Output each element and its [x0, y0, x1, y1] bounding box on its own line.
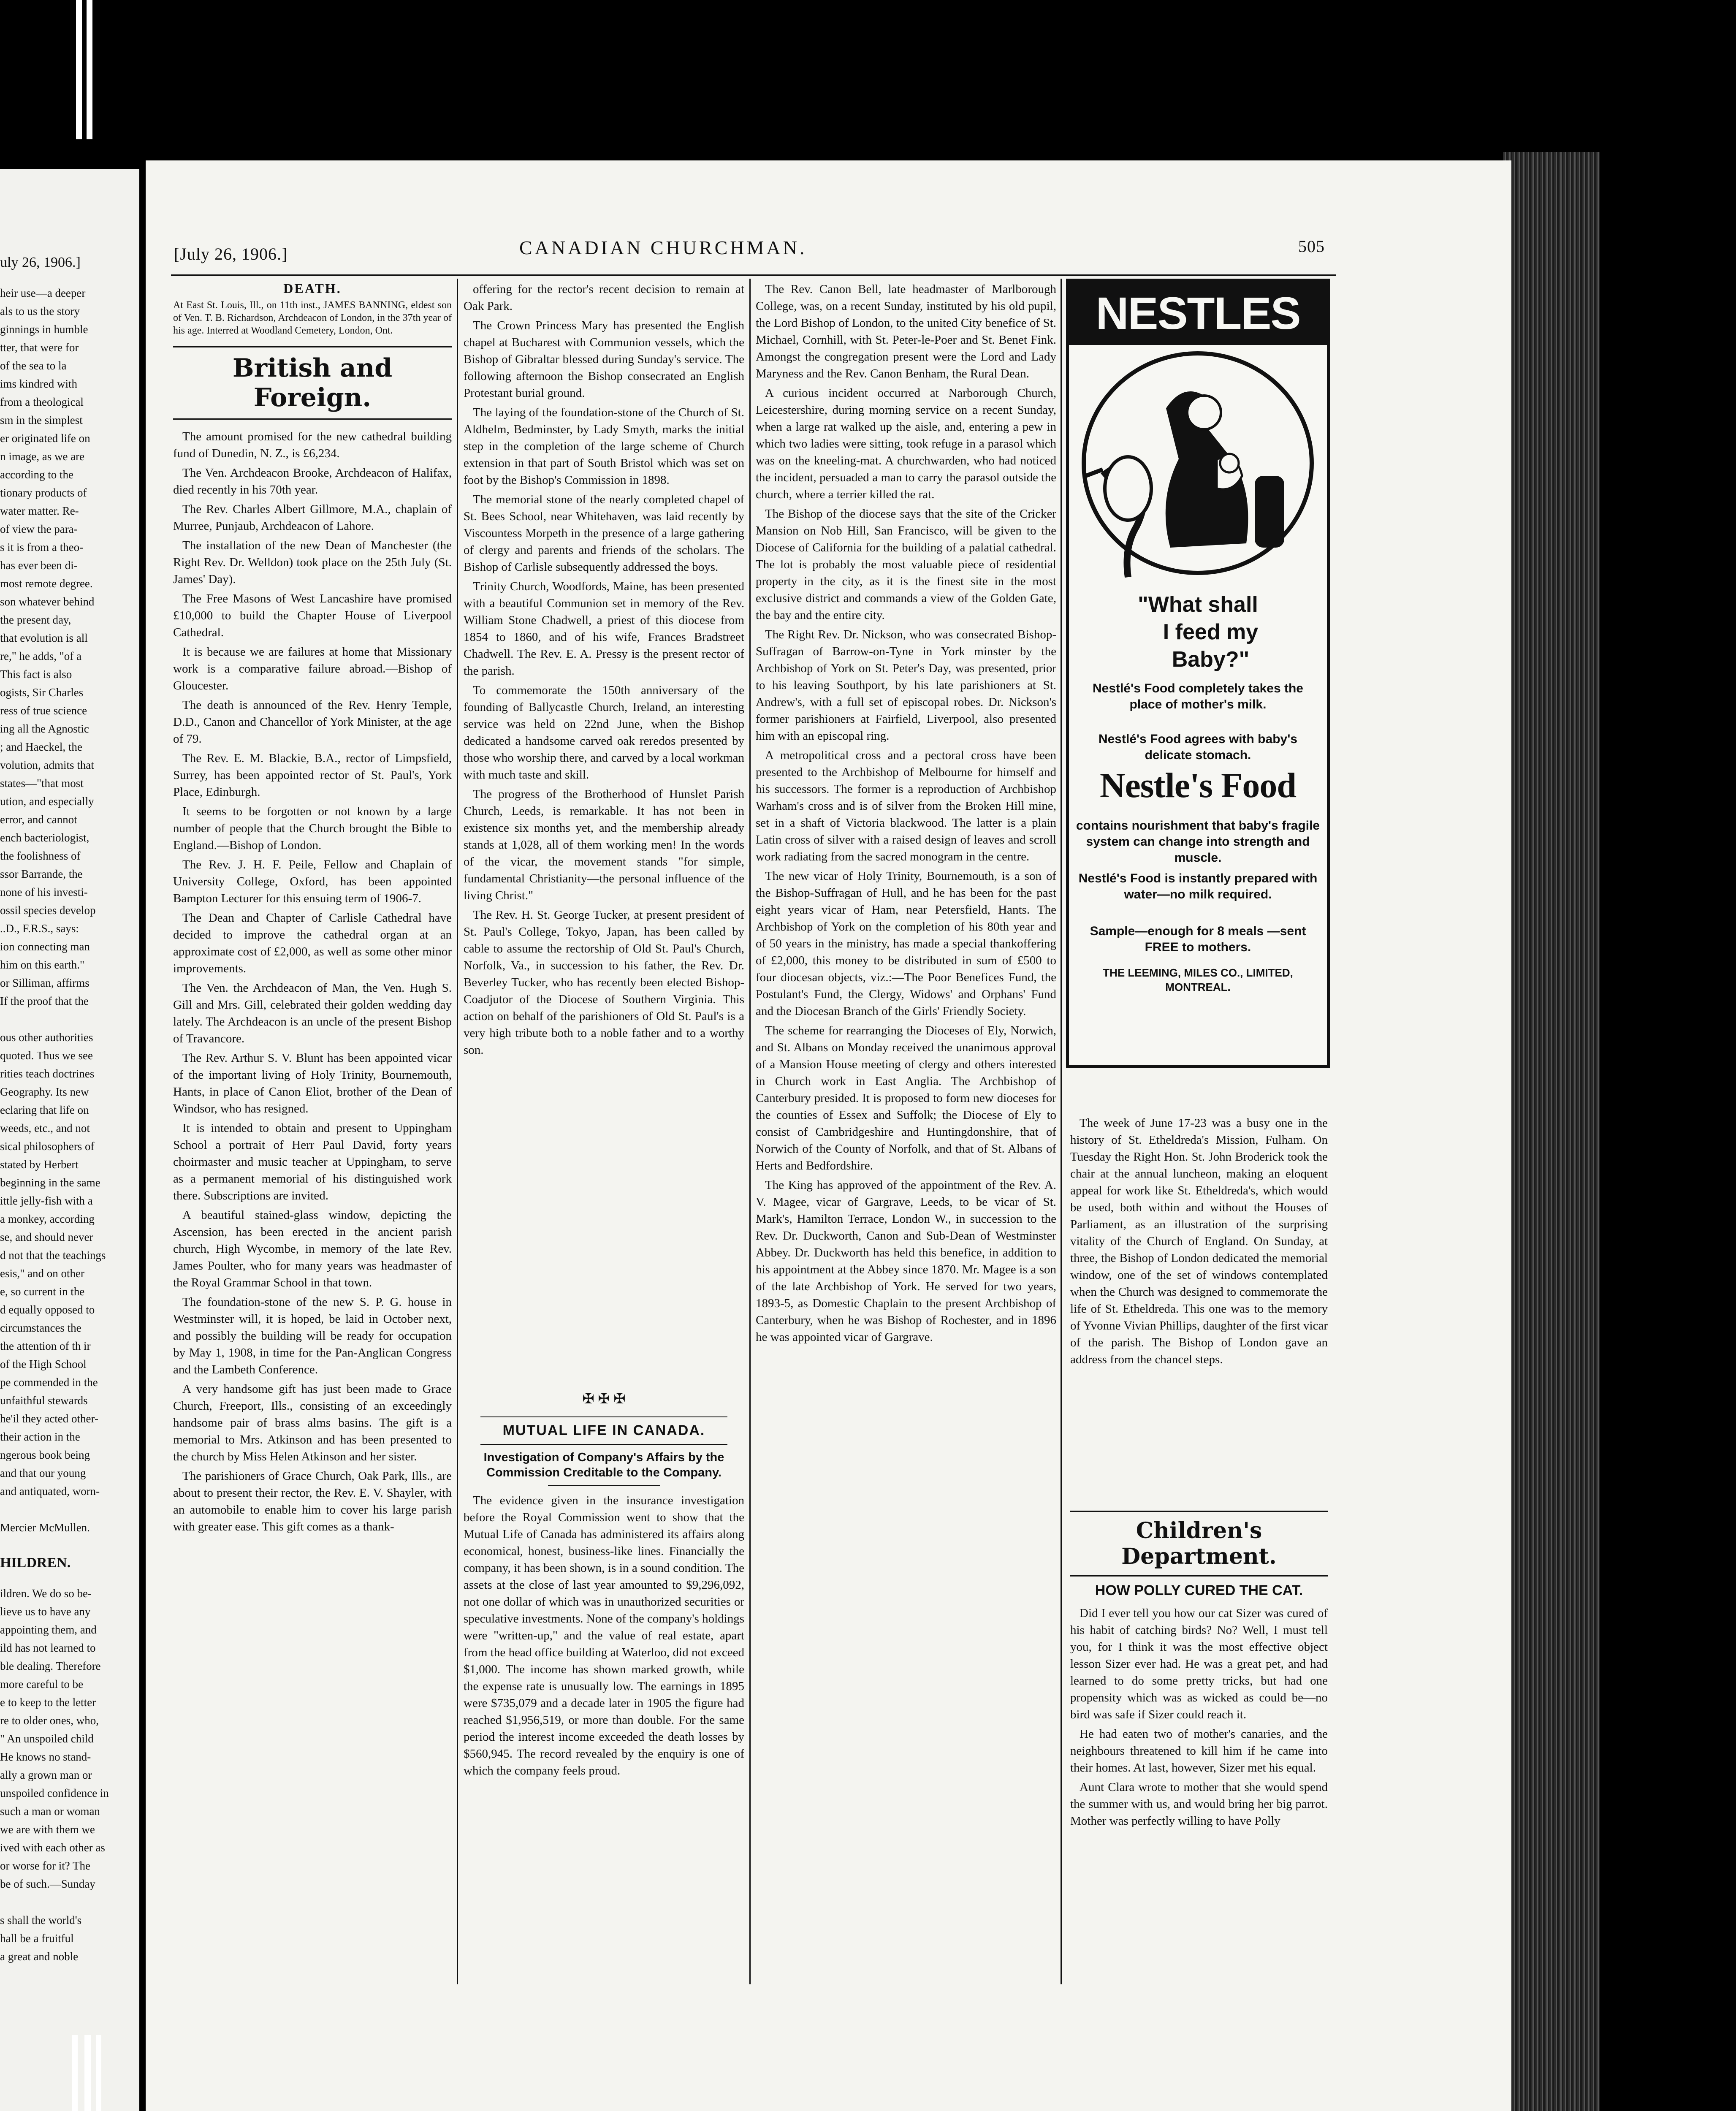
paragraph: He had eaten two of mother's canaries, and the neighbours threatened to kill him if he came into their homes. At last, however, Sizer met his equal.	[1070, 1727, 1328, 1775]
text-line: pe commended in the	[0, 1376, 98, 1389]
text-line: n image, as we are	[0, 450, 85, 463]
text-line: " An unspoiled child	[0, 1732, 94, 1745]
text-line: esis," and on other	[0, 1267, 84, 1280]
paragraph: The King has approved of the appointment of the Rev. A. V. Magee, vicar of Gargrave, Leeds, to be vicar of St. Mark's, Hamilton Terrace, London W., in succession to the Rev. Dr. Duckworth, Canon and Sub-Dean of Westminster Abbey. Dr. Duckworth has held this benefice, in addition to his appointment at the Abbey since 1870. Mr. Magee is a son of the late Archbishop of York. He served for two years, 1893-5, as Domestic Chaplain to the present Archbishop of Canterbury, when he was Bishop of Rochester, and in 1896 he was appointed vicar of Gargrave.	[756, 1178, 1056, 1344]
text-line: If the proof that the	[0, 995, 89, 1007]
ad-body-1: Nestlé's Food completely takes the place of mother's milk.	[1093, 681, 1303, 711]
book-edge-shadow	[1600, 152, 1617, 2111]
text-line: s it is from a theo-	[0, 541, 84, 554]
text-line: stated by Herbert	[0, 1158, 79, 1171]
text-line: from a theological	[0, 396, 84, 408]
text-line: ims kindred with	[0, 377, 77, 390]
text-line: ..D., F.R.S., says:	[0, 922, 79, 935]
text-line: e to keep to the letter	[0, 1696, 96, 1709]
text-line: and that our young	[0, 1467, 86, 1479]
previous-page-section-head: HILDREN.	[0, 1555, 71, 1571]
paragraph: It seems to be forgotten or not known by a large number of people that the Church brought the Bible to England.—Bishop of London.	[173, 805, 452, 852]
paragraph: A curious incident occurred at Narborough Church, Leicestershire, during morning service on a recent Sunday, when a large rat walked up the aisle, and, entering a pew in which two ladies were sitting, took refuge in a parasol which was on the kneeling-mat. A churchwarden, who had noticed the incident, persuaded a man to carry the parasol outside the church, where a terrier killed the rat.	[756, 386, 1056, 501]
text-line: ress of true science	[0, 704, 87, 717]
paragraph: The Rev. Charles Albert Gillmore, M.A., chaplain of Murree, Punjaub, Archdeacon of Lahore.	[173, 502, 452, 533]
story-title: HOW POLLY CURED THE CAT.	[1095, 1582, 1303, 1598]
text-line: ous other authorities	[0, 1031, 93, 1044]
ad-body-5: Sample—enough for 8 meals —sent FREE to mothers.	[1090, 924, 1306, 954]
text-line: se, and should never	[0, 1231, 93, 1243]
nestles-food-advertisement	[1066, 279, 1330, 1068]
text-line: ench bacteriologist,	[0, 831, 90, 844]
paragraph: A metropolitical cross and a pectoral cross have been presented to the Archbishop of Melbourne for himself and his successors. The former is a reproduction of Archbishop Warham's cross and is of silver from the Broken Hill mine, set in a shaft of Victoria blackwood. The latter is a plain Latin cross of silver with a raised design of leaves and scroll work radiating from the sacred monogram in the centre.	[756, 749, 1056, 863]
text-line: states—"that most	[0, 777, 84, 790]
text-line: ally a grown man or	[0, 1769, 92, 1781]
text-line: a great and noble	[0, 1950, 79, 1963]
text-line: none of his investi-	[0, 886, 88, 898]
page-date: [July 26, 1906.]	[174, 244, 288, 263]
paragraph: The Crown Princess Mary has presented the English chapel at Bucharest with Communion vessels, which the Bishop of Gibraltar blessed during Sunday's service. The following afternoon the Bishop consecrated an English Protestant burial ground.	[464, 319, 744, 400]
text-line: lieve us to have any	[0, 1605, 91, 1618]
text-line: ossil species develop	[0, 904, 96, 917]
paragraph: It is because we are failures at home that Missionary work is a comparative failure abroad.—Bishop of Gloucester.	[173, 645, 452, 692]
column-3-body	[756, 281, 1056, 1948]
paragraph: The progress of the Brotherhood of Hunslet Parish Church, Leeds, is remarkable. It has not been in existence six months yet, and the membership already stands at 1,028, all of them working men! In the words of the vicar, the movement stands "for simple, fundamental Christianity—the personal influence of the living Christ."	[464, 787, 744, 902]
article-heading: MUTUAL LIFE IN CANADA.	[502, 1422, 705, 1438]
text-line: e, so current in the	[0, 1285, 85, 1298]
column-rule	[457, 279, 458, 1984]
mother-and-baby-illustration	[1077, 349, 1318, 586]
text-line: a monkey, according	[0, 1213, 95, 1225]
text-line: sm in the simplest	[0, 414, 83, 426]
paragraph: Did I ever tell you how our cat Sizer was cured of his habit of catching birds? No? Well, I must tell you, for I think it was the most effective object lesson Sizer ever had. He was a great pet, and had learned to do some pretty tricks, but had one propensity which was as wicked as could be—no bird was safe if Sizer could reach it.	[1070, 1606, 1328, 1721]
ad-body-4: Nestlé's Food is instantly prepared with water—no milk required.	[1078, 871, 1318, 901]
text-line: that evolution is all	[0, 632, 88, 644]
gutter-stripe	[96, 2035, 101, 2111]
section-title-british-foreign: British and Foreign.	[232, 353, 393, 412]
story-body	[1070, 1605, 1328, 1926]
text-line: according to the	[0, 468, 73, 481]
paragraph: The Dean and Chapter of Carlisle Cathedral have decided to improve the cathedral organ at an approximate cost of £2,000, as well as some other minor improvements.	[173, 911, 452, 975]
column-rule	[1061, 279, 1062, 1984]
column-3	[756, 281, 1056, 1953]
gutter-stripe	[84, 2035, 91, 2111]
paragraph: The amount promised for the new cathedral building fund of Dunedin, N. Z., is £6,234.	[173, 430, 452, 460]
paragraph: The Ven. the Archdeacon of Man, the Ven. Hugh S. Gill and Mrs. Gill, celebrated their golden wedding day lately. The Archdeacon is an uncle of the present Bishop of Travancore.	[173, 981, 452, 1045]
text-line: or worse for it? The	[0, 1859, 90, 1872]
paragraph: The Rev. E. M. Blackie, B.A., rector of Limpsfield, Surrey, has been appointed rector of St. Paul's, York Place, Edinburgh.	[173, 752, 452, 799]
text-line: such a man or woman	[0, 1805, 100, 1818]
previous-page-lines-2	[0, 1585, 139, 1966]
paragraph: The Rev. J. H. F. Peile, Fellow and Chaplain of University College, Oxford, has been appointed Bampton Lecturer for this ensuing term of 1906-7.	[173, 858, 452, 905]
text-line: unfaithful stewards	[0, 1394, 88, 1407]
previous-page-date: uly 26, 1906.]	[0, 255, 81, 270]
text-line: ngerous book being	[0, 1449, 90, 1461]
section-title-childrens-department: Children's Department.	[1121, 1518, 1277, 1569]
paragraph: The scheme for rearranging the Dioceses of Ely, Norwich, and St. Albans on Monday received the unanimous approval of a Mansion House meeting of clergy and others interested in Church work in East Anglia. The Archbishop of Canterbury presided. It is proposed to form new dioceses for the counties of Essex and Suffolk; the Diocese of Ely to consist of Cambridgeshire and Huntingdonshire, that of Norwich of the County of Norfolk, and that of St. Albans of Herts and Bedfordshire.	[756, 1024, 1056, 1172]
ad-body-3: contains nourishment that baby's fragile system can change into strength and muscle.	[1076, 819, 1320, 865]
text-line: als to us the story	[0, 305, 80, 317]
text-line: ion connecting man	[0, 940, 90, 953]
page-title: CANADIAN CHURCHMAN.	[519, 237, 807, 258]
ad-headline-3: Baby?"	[1172, 647, 1250, 672]
text-line: be of such.—Sunday	[0, 1878, 95, 1890]
text-line: unspoiled confidence in	[0, 1787, 109, 1799]
ad-headline-1: "What shall	[1138, 592, 1258, 617]
paragraph: Trinity Church, Woodfords, Maine, has been presented with a beautiful Communion set in memory of the Rev. William Stone Chadwell, a priest of this diocese from 1854 to 1860, and of his wife, Frances Bradstreet Chadwell. The Rev. E. A. Pressy is the present rector of the parish.	[464, 580, 744, 678]
article-rule	[548, 1485, 660, 1486]
text-line: re," he adds, "of a	[0, 650, 81, 662]
paragraph: The Free Masons of West Lancashire have promised £10,000 to build the Chapter House of Liverpool Cathedral.	[173, 592, 452, 639]
text-line: sical philosophers of	[0, 1140, 95, 1153]
column-1-body	[173, 428, 452, 1872]
text-line: re to older ones, who,	[0, 1714, 99, 1727]
text-line: has ever been di-	[0, 559, 78, 572]
death-heading: DEATH.	[283, 281, 342, 296]
text-line: weeds, etc., and not	[0, 1122, 90, 1134]
death-notice: At East St. Louis, Ill., on 11th inst., JAMES BANNING, eldest son of Ven. T. B. Richardson, Archdeacon of London, in the 37th year of his age. Interred at Woodland Cemetery, London, Ont.	[173, 300, 452, 336]
paragraph: The Rev. Canon Bell, late headmaster of Marlborough College, was, on a recent Sunday, instituted by his old pupil, the Lord Bishop of London, to the united City benefice of St. Michael, Cornhill, with St. Peter-le-Poer and St. Benet Fink. Amongst the congregation present were the Lord and Lady Maryness and the Rev. Canon Benham, the Rural Dean.	[756, 282, 1056, 380]
header-rule	[171, 274, 1336, 276]
text-line: ginnings in humble	[0, 323, 88, 336]
paragraph: The Ven. Archdeacon Brooke, Archdeacon of Halifax, died recently in his 70th year.	[173, 466, 452, 497]
text-line: of the High School	[0, 1358, 87, 1370]
book-page-edges	[1503, 152, 1600, 2111]
text-line: more careful to be	[0, 1678, 84, 1690]
text-line: he'il they acted other-	[0, 1412, 98, 1425]
column-1	[173, 281, 452, 1953]
text-line: He knows no stand-	[0, 1750, 91, 1763]
ad-body-2: Nestlé's Food agrees with baby's delicate stomach.	[1098, 732, 1298, 762]
section-rule	[1070, 1511, 1328, 1512]
text-line: we are with them we	[0, 1823, 95, 1836]
column-rule	[749, 279, 751, 1984]
text-line: or Silliman, affirms	[0, 977, 90, 989]
article-rule	[480, 1444, 727, 1445]
text-line: the foolishness of	[0, 849, 81, 862]
paragraph: The death is announced of the Rev. Henry Temple, D.D., Canon and Chancellor of York Minister, at the age of 79.	[173, 698, 452, 746]
section-rule	[173, 346, 452, 347]
text-line: This fact is also	[0, 668, 72, 681]
paragraph: The Rev. Arthur S. V. Blunt has been appointed vicar of the important living of Holy Trinity, Bournemouth, Hants, in place of Canon Eliot, brother of the Dean of Windsor, who has resigned.	[173, 1051, 452, 1115]
ornament: ✠ ✠ ✠	[582, 1391, 626, 1407]
paragraph: The memorial stone of the nearly completed chapel of St. Bees School, near Whitehaven, was laid recently by Viscountess Morpeth in the presence of a large gathering of clergy and parents and friends of the scholars. The Bishop of Carlisle subsequently addressed the boys.	[464, 493, 744, 574]
text-line: eclaring that life on	[0, 1104, 89, 1116]
paragraph: The Right Rev. Dr. Nickson, who was consecrated Bishop-Suffragan of Barrow-on-Tyne in York minster by the Archbishop of York on St. Peter's Day, was presented, prior to his leaving Southport, by his late parishioners at St. Andrew's, with a full set of episcopal robes. Dr. Nickson's former parishioners at Fairfield, Liverpool, also presented him with an episcopal ring.	[756, 628, 1056, 743]
text-line: water matter. Re-	[0, 505, 79, 517]
paragraph: The foundation-stone of the new S. P. G. house in Westminster will, it is hoped, be laid in October next, and possibly the building will be ready for occupation by May 1, 1908, in time for the Pan-Anglican Congress and the Lambeth Conference.	[173, 1295, 452, 1376]
text-line: hall be a fruitful	[0, 1932, 74, 1945]
column-2-body	[464, 281, 744, 1383]
text-line: ild has not learned to	[0, 1642, 96, 1654]
gutter-stripe	[87, 0, 92, 139]
text-line: tionary products of	[0, 486, 87, 499]
paragraph: A very handsome gift has just been made to Grace Church, Freeport, Ills., consisting of an exceedingly handsome pair of brass alms basins. The gift is a memorial to Mrs. Atkinson and has been presented to the church by Miss Helen Atkinson and her sister.	[173, 1382, 452, 1463]
gutter-stripe	[72, 2035, 78, 2111]
text-line: ived with each other as	[0, 1841, 105, 1854]
ad-headline-2: I feed my	[1163, 620, 1259, 644]
text-line: of the sea to la	[0, 359, 67, 372]
text-line: er originated life on	[0, 432, 90, 445]
text-line: circumstances the	[0, 1321, 81, 1334]
paragraph: It is intended to obtain and present to Uppingham School a portrait of Herr Paul David, forty years choirmaster and music teacher at Uppingham, to serve as a permanent memorial of his distinguished work there. Subscriptions are invited.	[173, 1121, 452, 1202]
paragraph: The Bishop of the diocese says that the site of the Cricker Mansion on Nob Hill, San Francisco, will be given to the Diocese of California for the building of a palatial cathedral. The lot is probably the most valuable piece of residential property in the city, as it is the finest site in the most exclusive district and commands a view of the Golden Gate, the bay and the entire city.	[756, 507, 1056, 622]
text-line: of view the para-	[0, 523, 78, 535]
text-line: the attention of th ir	[0, 1340, 91, 1352]
text-line: d not that the teachings	[0, 1249, 106, 1262]
paragraph: A beautiful stained-glass window, depicting the Ascension, has been erected in the ancient parish church, High Wycombe, in memory of the late Rev. James Poulter, who for many years was headmaster of the Royal Grammar School in that town.	[173, 1208, 452, 1289]
section-rule	[1070, 1575, 1328, 1576]
previous-page-fragment	[0, 169, 139, 2111]
previous-page-text	[0, 169, 139, 1966]
paragraph: The laying of the foundation-stone of the Church of St. Aldhelm, Bedminster, by Lady Smyth, marks the initial step in the completion of the large scheme of Church extension in that part of South Bristol which was set on foot by the Bishop's Commission in 1898.	[464, 406, 744, 487]
text-line: error, and cannot	[0, 813, 77, 826]
text-line: quoted. Thus we see	[0, 1049, 93, 1062]
ad-company: THE LEEMING, MILES CO., LIMITED, MONTREAL.	[1103, 966, 1293, 993]
paragraph: Aunt Clara wrote to mother that she would spend the summer with us, and would bring her big parrot. Mother was perfectly willing to have Polly	[1070, 1780, 1328, 1828]
ad-product-name: Nestle's Food	[1099, 766, 1297, 805]
text-line: ogists, Sir Charles	[0, 686, 84, 699]
paragraph: The parishioners of Grace Church, Oak Park, Ills., are about to present their rector, the Rev. E. V. Shayler, with an automobile to enable him to cover his large parish with greater ease. This gift comes as a thank-	[173, 1469, 452, 1533]
paragraph: The evidence given in the insurance investigation before the Royal Commission went to show that the Mutual Life of Canada has administered its affairs along economical, honest, business-like lines. Financially the company, it has been shown, is in a sound condition. The assets at the close of last year amounted to $9,296,092, not one dollar of which was in unauthorized securities or speculative investments. None of the company's holdings were "written-up," and the value of real estate, apart from the head office building at Waterloo, did not exceed $1,000. The income has shown marked growth, while the expense rate is unusually low. The earnings in 1895 were $735,079 and a decade later in 1905 the figure had reached $1,956,519, or more than double. For the same period the interest income exceeded the death losses by $560,945. The record revealed by the enquiry is one of which the company feels proud.	[464, 1494, 744, 1777]
article-subheading: Investigation of Company's Affairs by the Commission Creditable to the Company.	[483, 1451, 724, 1479]
paragraph: To commemorate the 150th anniversary of the founding of Ballycastle Church, Ireland, an interesting service was held on 22nd June, when the Bishop dedicated a handsome carved oak reredos presented by those who worship there, and carved by a local workman with much taste and skill.	[464, 684, 744, 781]
text-line	[0, 1010, 139, 1028]
text-line: most remote degree.	[0, 577, 93, 590]
column-4	[1070, 1115, 1328, 1955]
text-line: the present day,	[0, 613, 71, 626]
paragraph: The new vicar of Holy Trinity, Bournemouth, is a son of the Bishop-Suffragan of Hull, and he has been for the past eight years vicar of Ham, near Petersfield, Hants. The Archbishop of York on the completion of his 80th year and of 50 years in the ministry, has made a special thankoffering of £2,000, this money to be distributed in sum of £500 to four diocesan objects, viz.:—The Poor Benefices Fund, the Postulant's Fund, the Clergy, Widows' and Orphans' Fund and the Diocesan Branch of the Girls' Friendly Society.	[756, 869, 1056, 1018]
text-line: d equally opposed to	[0, 1303, 95, 1316]
text-line: ution, and especially	[0, 795, 94, 808]
text-line: s shall the world's	[0, 1914, 82, 1926]
text-line: appointing them, and	[0, 1623, 97, 1636]
text-line: son whatever behind	[0, 595, 95, 608]
text-line: ittle jelly-fish with a	[0, 1194, 93, 1207]
text-line: heir use—a deeper	[0, 287, 86, 299]
article-body	[464, 1492, 744, 1940]
section-rule	[173, 418, 452, 420]
column-2	[464, 281, 744, 1953]
text-line	[0, 1893, 139, 1911]
text-line: ildren. We do so be-	[0, 1587, 92, 1600]
text-line: rities teach doctrines	[0, 1067, 95, 1080]
text-line: Mercier McMullen.	[0, 1521, 90, 1534]
text-line: ssor Barrande, the	[0, 868, 83, 880]
text-line: ; and Haeckel, the	[0, 741, 82, 753]
previous-page-lines	[0, 284, 139, 1537]
page-number: 505	[1298, 237, 1325, 256]
text-line	[0, 1500, 139, 1519]
text-line: ing all the Agnostic	[0, 722, 89, 735]
article-rule	[480, 1416, 727, 1417]
text-line: ble dealing. Therefore	[0, 1660, 101, 1672]
text-line: their action in the	[0, 1430, 80, 1443]
gutter-stripe	[76, 0, 82, 139]
paragraph: offering for the rector's recent decision to remain at Oak Park.	[464, 282, 744, 313]
text-line: Geography. Its new	[0, 1085, 89, 1098]
text-line: volution, admits that	[0, 759, 94, 771]
text-line: him on this earth."	[0, 958, 84, 971]
ad-brand-banner: NESTLES	[1069, 282, 1327, 345]
text-line: beginning in the same	[0, 1176, 100, 1189]
paragraph: The Rev. H. St. George Tucker, at present president of St. Paul's College, Tokyo, Japan, has been called by cable to assume the rectorship of Old St. Paul's Church, Norfolk, Va., in succession to his father, the Rev. Dr. Beverley Tucker, who has recently been elected Bishop-Coadjutor of the Diocese of Southern Virginia. This action on behalf of the parishioners of Old St. Paul's is a very high tribute both to a noble father and to a worthy son.	[464, 908, 744, 1057]
paragraph: The installation of the new Dean of Manchester (the Right Rev. Dr. Welldon) took place on the 25th July (St. James' Day).	[173, 539, 452, 586]
text-line: tter, that were for	[0, 341, 79, 354]
text-line: and antiquated, worn-	[0, 1485, 100, 1498]
st-etheldredas-paragraph: The week of June 17-23 was a busy one in the history of St. Etheldreda's Mission, Fulham. On Tuesday the Right Hon. St. John Broderick took the chair at the annual luncheon, making an eloquent appeal for work like St. Etheldreda's, which would be used, both within and without the Houses of Parliament, as an illustration of the surprising vitality of the Church of England. On Sunday, at three, the Bishop of London dedicated the memorial window, one of the set of windows contemplated when the Church was designed to commemorate the life of St. Etheldreda. This one was to the memory of Yvonne Vivian Phillips, daughter of the first vicar of the parish. The Bishop of London gave an address from the chancel steps.	[1070, 1116, 1328, 1366]
